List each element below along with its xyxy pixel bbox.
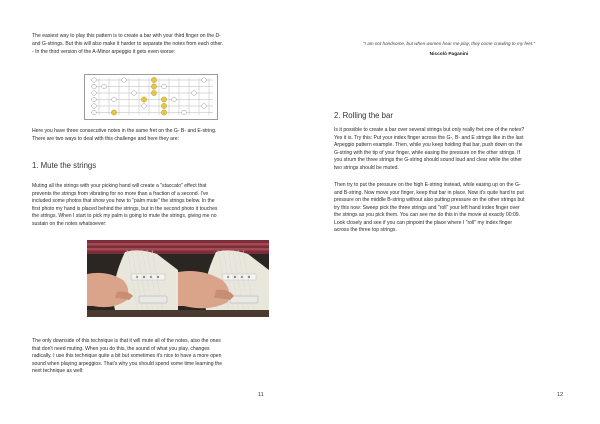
paganini-quote: "I am not handsome, but when women hear me play, they come crawling to my feet." [363,40,535,46]
downside-line: radically. I use this technique quite a bit but sometimes it's nice to have a more open [32,353,222,359]
downside-line: that don't need muting. When you do this, the sound of what you play, changes [32,345,210,352]
guitar-photo-graphic [178,240,269,317]
intro-line-1: The easiest way to play this pattern is to create a bar with your third finger on the D- [32,33,221,39]
section-heading-mute: 1. Mute the strings [32,161,97,170]
mute-line: prevents the strings from vibrating for no more than a fraction of a second. I've [32,190,209,197]
mute-line: included some photos that show you how to "palm mute" the strings below. In the [32,198,215,204]
rolling-para1-line: Yes it is. Try this: Put your index finger across the G-, B- and E strings like in the last [334,134,524,141]
palm-mute-photo-2 [178,240,269,317]
rolling-para1-line: you strum the three strings the G-string should sound loud and clear while the other [334,157,523,163]
mute-line: the strings. When I start to pick my palm is going to mute the strings, giving me no [32,213,217,219]
page-number-left: 11 [258,392,264,398]
rolling-para2-line: Then try to put the pressure on the high E-string instead, while easing up on the G- [334,182,521,188]
rolling-para2-line: and B-string. Now move your finger, keep that bar in place. Now it's quite hard to put [334,189,524,196]
rolling-para2-line: Look closely and see if you can pinpoint the place where I "roll" my index finger [334,219,513,226]
rolling-para2-line: the strings as you pick them. You can see me do this in the movie at exactly 00:09. [334,212,521,218]
rolling-para1-line: two strings should be muted. [334,164,399,171]
rolling-para2-line: across the three top strings. [334,227,397,233]
after-diagram-line-2: There are two ways to deal with this challenge and here they are: [32,136,179,142]
fretboard-svg [85,75,217,119]
rolling-para2-line: pressure on the middle B-string without also putting pressure on the other strings but [334,197,525,203]
fretboard-diagram [84,74,218,120]
guitar-photo-graphic [87,240,178,317]
palm-mute-photo-1 [87,240,178,317]
intro-line-2: and G-strings. But this will also make it harder to separate the notes from each other. [32,41,224,47]
intro-line-3: - In the third version of the A-Minor arpeggio it gets even worse: [32,49,176,55]
quote-author: Niccolò Paganini [429,51,469,57]
downside-line: next technique as well: [32,368,84,374]
after-diagram-line-1: Here you have three consecutive notes in the same fret on the G- B- and E-string. [32,128,217,134]
downside-line: The only downside of this technique is that it will mute all of the notes, also the ones [32,338,221,344]
section-heading-rolling: 2. Rolling the bar [334,111,393,120]
mute-line: first photo my hand is placed behind the strings, but in the second photo it touches [32,205,218,212]
mute-line: sustain on the notes whatsoever: [32,220,107,227]
rolling-para2-line: try this now: Sweep pick the three strings and "roll" your left hand index finger over [334,204,520,211]
rolling-para1-line: Is it possible to create a bar over several strings but only really fret one of the notes? [334,127,525,133]
rolling-para1-line: G-string with the tip of your finger, while easing the pressure on the other strings. If [334,149,521,156]
downside-line: sound when playing arpeggios. That's why you should spend some time learning the [32,360,223,367]
page-number-right: 12 [557,392,564,398]
rolling-para1-line: Arpeggio pattern example. Then, while you keep holding that bar, push down on the [334,142,523,148]
mute-line: Muting all the strings with your picking hand will create a "staccato" effect that [32,183,207,189]
